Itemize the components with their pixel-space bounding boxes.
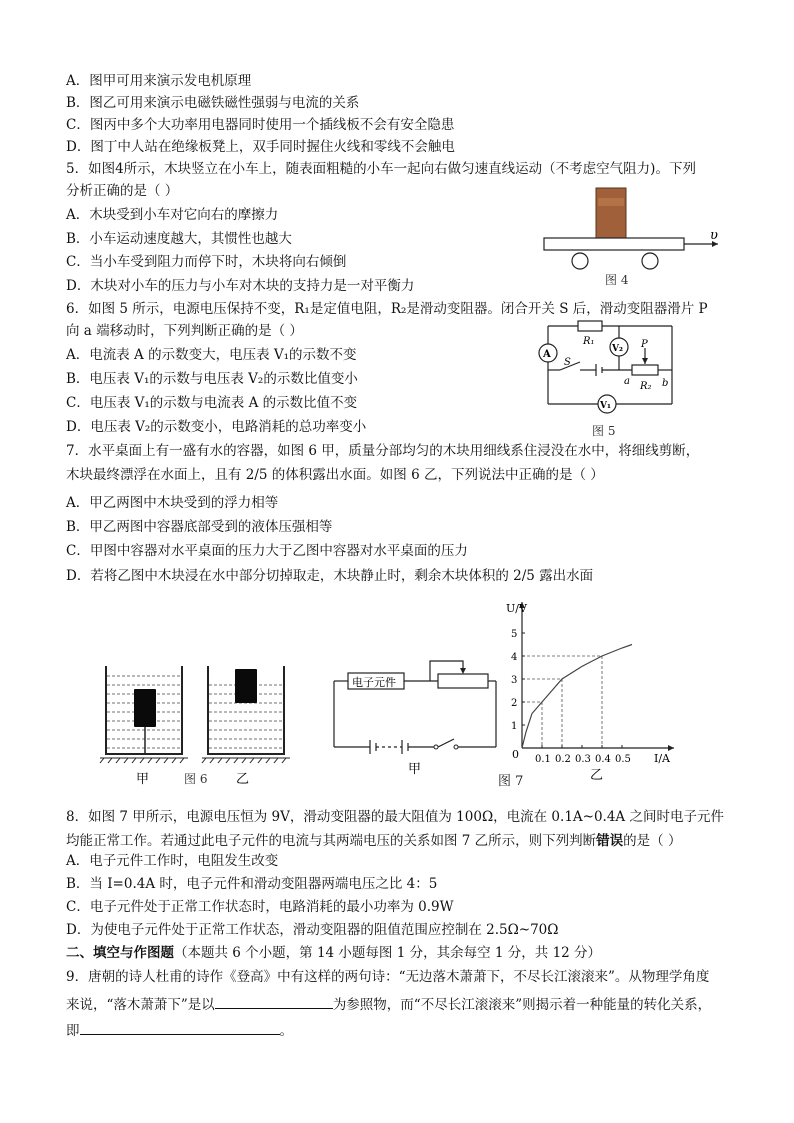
q6-stem-line1: 6．如图 5 所示，电源电压保持不变，R₁是定值电阻，R₂是滑动变阻器。闭合开关 S 后，滑动变阻器滑片 P [66,301,708,317]
figure-4-caption: 图 4 [605,273,629,287]
q9-line2-end: 为参照物，而“不尽长江滚滚来”则揭示着一种能量的转化关系， [332,997,712,1013]
slider-p-label: P [641,339,648,350]
y-tick-label: 5 [511,629,518,640]
q8-stem-end: 的是（ ） [623,833,682,849]
resistor-r2 [632,365,658,375]
q9-line3 [66,1020,293,1040]
q6-option-c: C．电压表 V₁的示数与电流表 A 的示数比值不变 [66,395,358,411]
wood-block-floating [235,669,257,703]
q6-option-b: B．电压表 V₁的示数与电压表 V₂的示数比值变小 [66,371,358,387]
y-tick-label: 1 [511,721,518,732]
r1-label: R₁ [583,336,595,347]
y-axis-label: U/V [506,602,527,615]
q8-stem-text: 均能正常工作。若通过此电子元件的电流与其两端电压的关系如图 7 乙所示，则下列判断 [66,833,597,849]
section-2-title: 二、填空与作图题 [66,945,174,961]
figure-7-chart [504,596,684,808]
y-tick-label: 4 [511,652,518,663]
q8-stem-line1: 8．如图 7 甲所示，电源电压恒为 9V，滑动变阻器的最大阻值为 100Ω，电流在 0.1A~0.4A 之间时电子元件 [66,809,724,825]
wood-block [596,188,626,238]
q4-option-b: B．图乙可用来演示电磁铁磁性强弱与电流的关系 [66,95,360,111]
figure-7-label-jia: 甲 [408,762,422,777]
q8-option-d: D．为使电子元件处于正常工作状态，滑动变阻器的阻值范围应控制在 2.5Ω~70Ω [66,922,559,938]
figure-7-label-yi: 乙 [590,768,604,783]
x-axis-label: I/A [654,752,670,765]
q5-option-d: D．木块对小车的压力与小车对木块的支持力是一对平衡力 [66,278,415,294]
wood-block-submerged [134,689,156,727]
section-2-heading [66,944,601,962]
q7-stem-line1: 7．水平桌面上有一盛有水的容器，如图 6 甲，质量分部均匀的木块用细线系住浸没在水中，将细线剪断， [66,443,700,459]
y-tick-label: 3 [511,675,518,686]
voltmeter-v2-label: V₂ [612,344,623,354]
q8-stem-line2 [66,832,681,850]
q6-option-d: D．电压表 V₂的示数变小，电路消耗的总功率变小 [66,419,367,435]
x-tick-label: 0.1 [535,754,551,765]
q9-line2-text: 来说，“落木萧萧下”是以 [66,997,215,1013]
cart-body [544,238,684,250]
y-tick-label: 2 [511,698,518,709]
terminal-b-label: b [662,378,669,389]
q5-option-c: C．当小车受到阻力而停下时，木块将向右倾倒 [66,254,347,270]
q7-stem-line2: 木块最终漂浮在水面上，且有 2/5 的体积露出水面。如图 6 乙，下列说法中正确的是（ ） [66,467,604,483]
q9-line2 [66,994,711,1014]
ammeter-label: A [543,349,551,360]
q9-answer-blank-1[interactable] [215,994,333,1009]
u-i-curve [522,645,632,749]
x-tick-label: 0.5 [615,754,631,765]
figure-6-label-yi: 乙 [236,772,250,787]
q6-stem-line2: 向 a 端移动时，下列判断正确的是（ ） [66,323,303,339]
x-tick-label: 0.2 [555,754,571,765]
q9-line3-text: 即 [66,1023,80,1039]
cart-wheel-left [572,253,588,269]
q8-stem-emphasis: 错误 [596,833,624,849]
section-2-description: （本题共 6 个小题，第 14 小题每图 1 分，其余每空 1 分，共 12 分） [174,945,602,961]
voltmeter-v1-label: V₁ [600,401,611,411]
x-tick-label: 0.3 [575,754,591,765]
q9-line1: 9．唐朝的诗人杜甫的诗作《登高》中有这样的两句诗：“无边落木萧萧下，不尽长江滚滚来”。从物理学角度 [66,969,710,985]
rheostat [438,674,488,688]
q7-option-d: D．若将乙图中木块浸在水中部分切掉取走，木块静止时，剩余木块体积的 2/5 露出水面 [66,568,594,584]
q7-option-c: C．甲图中容器对水平桌面的压力大于乙图中容器对水平桌面的压力 [66,543,468,559]
r2-label: R₂ [640,381,652,392]
figure-4 [540,184,730,294]
x-tick-label: 0.4 [595,754,611,765]
q4-option-c: C．图丙中多个大功率用电器同时使用一个插线板不会有安全隐患 [66,117,455,133]
figure-5-circuit [532,318,682,440]
velocity-label: υ [710,228,718,243]
resistor-r1 [578,321,602,331]
q9-answer-blank-2[interactable] [80,1020,280,1035]
q8-option-c: C．电子元件处于正常工作状态时，电路消耗的最小功率为 0.9W [66,899,454,915]
figure-6-caption: 图 6 [184,772,208,786]
q8-option-b: B．当 I=0.4A 时，电子元件和滑动变阻器两端电压之比 4：5 [66,876,438,892]
q4-option-a: A．图甲可用来演示发电机原理 [66,73,252,89]
q5-option-a: A．木块受到小车对它向右的摩擦力 [66,207,279,223]
q4-option-d: D．图丁中人站在绝缘板凳上，双手同时握住火线和零线不会触电 [66,139,455,155]
figure-7-caption: 图 7 [498,774,524,789]
terminal-a-label: a [624,376,630,387]
q5-stem-line2: 分析正确的是（ ） [66,183,179,199]
q5-option-b: B．小车运动速度越大，其惯性也越大 [66,231,292,247]
figure-5-caption: 图 5 [592,424,616,438]
q7-option-a: A．甲乙两图中木块受到的浮力相等 [66,495,279,511]
origin-label: 0 [512,748,519,761]
q8-option-a: A．电子元件工作时，电阻发生改变 [66,853,279,869]
q9-line3-end: 。 [279,1023,293,1039]
q5-stem-line1: 5．如图4所示，木块竖立在小车上，随表面粗糙的小车一起向右做匀速直线运动（不考虑空气阻力)。下列 [66,161,696,177]
figure-6 [96,662,296,790]
component-label: 电子元件 [352,676,396,689]
figure-7-circuit [330,655,510,785]
q7-option-b: B．甲乙两图中容器底部受到的液体压强相等 [66,519,333,535]
switch-s-label: S [564,357,571,368]
figure-6-label-jia: 甲 [136,772,150,787]
q6-option-a: A．电流表 A 的示数变大，电压表 V₁的示数不变 [66,347,357,363]
cart-wheel-right [642,253,658,269]
